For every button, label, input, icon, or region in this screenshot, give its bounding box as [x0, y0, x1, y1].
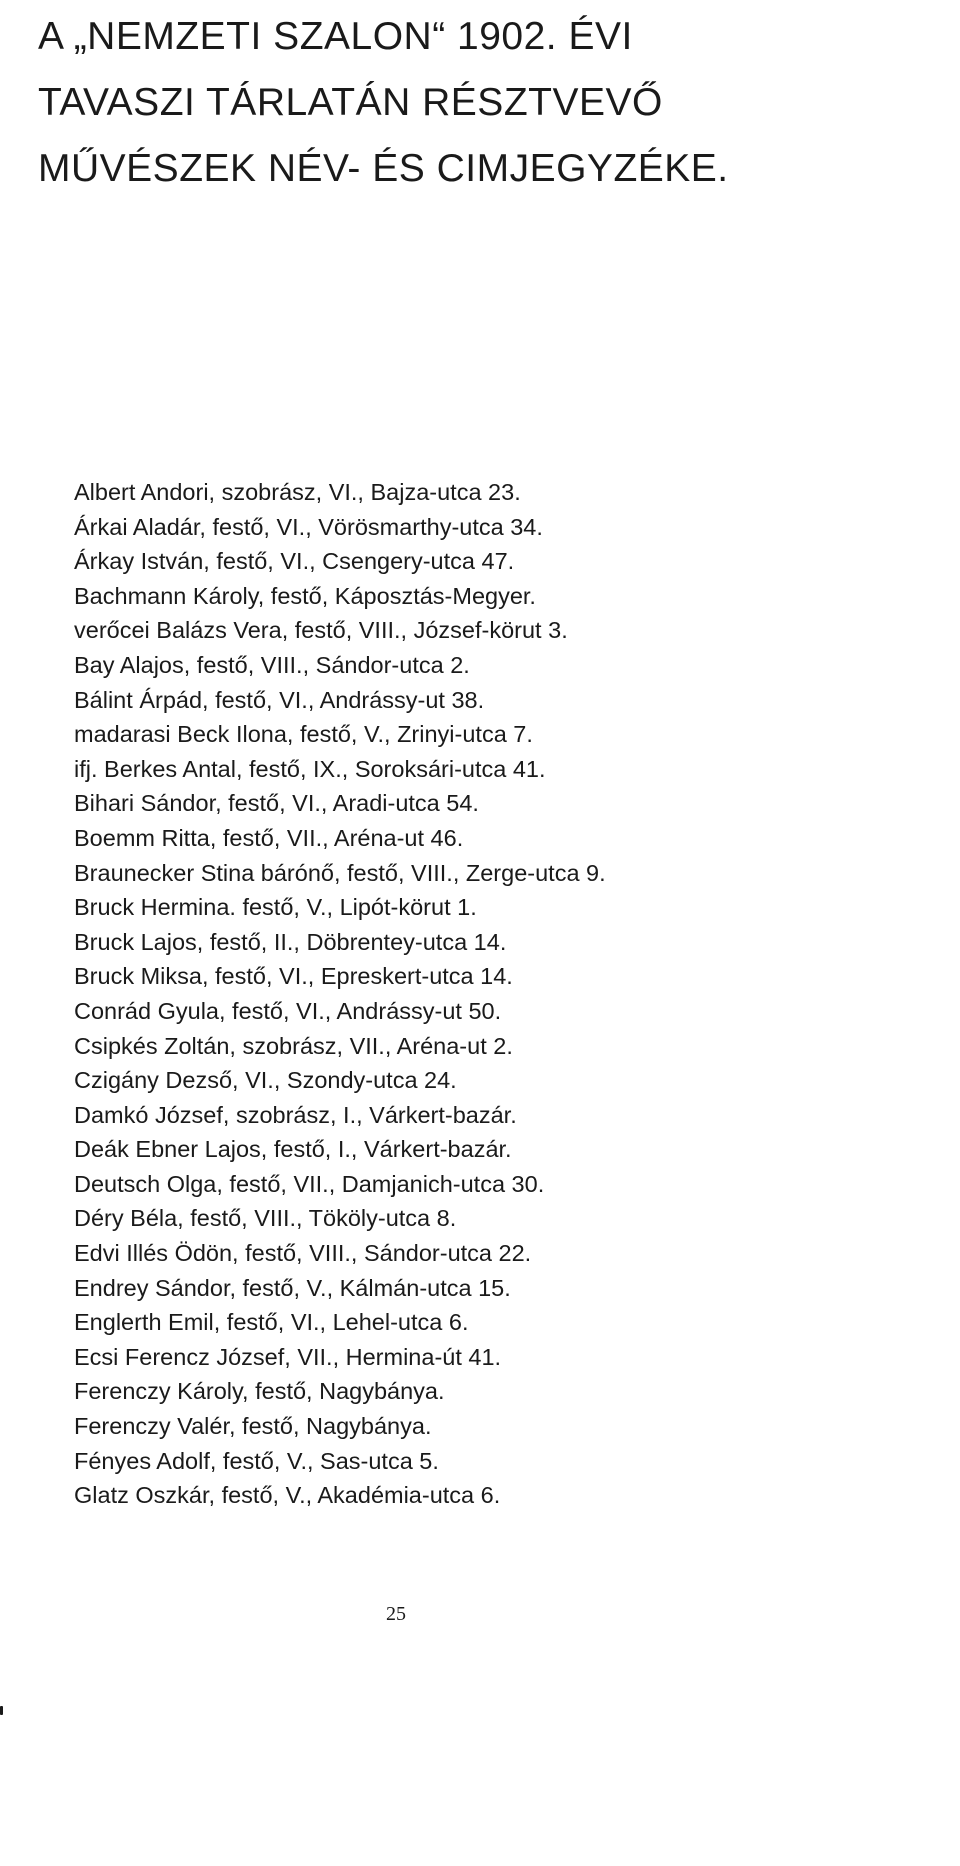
list-item: Czigány Dezső, VI., Szondy-utca 24. [74, 1067, 457, 1094]
list-item: Glatz Oszkár, festő, V., Akadémia-utca 6. [74, 1482, 501, 1509]
list-item: Bálint Árpád, festő, VI., Andrássy-ut 38. [74, 686, 485, 713]
title-line: TAVASZI TÁRLATÁN RÉSZTVEVŐ [38, 81, 663, 124]
page-number: 25 [386, 1603, 406, 1625]
list-item: Damkó József, szobrász, I., Várkert-bazár. [74, 1101, 517, 1128]
list-item: ifj. Berkes Antal, festő, IX., Soroksári-utca 41. [74, 755, 546, 782]
list-item: Ecsi Ferencz József, VII., Hermina-út 41. [74, 1343, 502, 1370]
list-item: Fényes Adolf, festő, V., Sas-utca 5. [74, 1447, 439, 1474]
list-item: Ferenczy Károly, festő, Nagybánya. [74, 1378, 445, 1405]
list-item: Bruck Hermina. festő, V., Lipót-körut 1. [74, 894, 477, 921]
list-item: Bachmann Károly, festő, Káposztás-Megyer. [74, 582, 536, 609]
list-item: Bay Alajos, festő, VIII., Sándor-utca 2. [74, 651, 470, 678]
list-item: Englerth Emil, festő, VI., Lehel-utca 6. [74, 1309, 469, 1336]
list-item: Ferenczy Valér, festő, Nagybánya. [74, 1413, 432, 1440]
list-item: Albert Andori, szobrász, VI., Bajza-utca 23. [74, 479, 521, 505]
title-line: MŰVÉSZEK NÉV- ÉS CIMJEGYZÉKE. [38, 147, 729, 190]
list-item: Braunecker Stina bárónő, festő, VIII., Zerge-utca 9. [74, 859, 606, 886]
list-item: Árkai Aladár, festő, VI., Vörösmarthy-utca 34. [74, 513, 543, 540]
list-item: Endrey Sándor, festő, V., Kálmán-utca 15. [74, 1274, 511, 1301]
page-title [38, 4, 938, 202]
list-item: Edvi Illés Ödön, festő, VIII., Sándor-utca 22. [74, 1240, 532, 1267]
list-item: Árkay István, festő, VI., Csengery-utca 47. [74, 548, 515, 575]
list-item: Bruck Miksa, festő, VI., Epreskert-utca 14. [74, 963, 513, 990]
artist-directory-list [74, 475, 934, 1513]
list-item: Conrád Gyula, festő, VI., Andrássy-ut 50. [74, 997, 502, 1024]
list-item: Deutsch Olga, festő, VII., Damjanich-utca 30. [74, 1170, 545, 1197]
list-item: Deák Ebner Lajos, festő, I., Várkert-bazár. [74, 1136, 512, 1163]
list-item: Bihari Sándor, festő, VI., Aradi-utca 54. [74, 790, 479, 817]
list-item: Bruck Lajos, festő, II., Döbrentey-utca 14. [74, 928, 507, 955]
list-item: Déry Béla, festő, VIII., Tököly-utca 8. [74, 1205, 457, 1232]
title-line: A „NEMZETI SZALON“ 1902. ÉVI [38, 15, 633, 58]
list-item: verőcei Balázs Vera, festő, VIII., József-körut 3. [74, 617, 568, 644]
list-item: Csipkés Zoltán, szobrász, VII., Aréna-ut 2. [74, 1032, 513, 1059]
list-item: Boemm Ritta, festő, VII., Aréna-ut 46. [74, 824, 464, 851]
scan-margin-mark [0, 1706, 3, 1715]
list-item: madarasi Beck Ilona, festő, V., Zrinyi-utca 7. [74, 721, 533, 748]
